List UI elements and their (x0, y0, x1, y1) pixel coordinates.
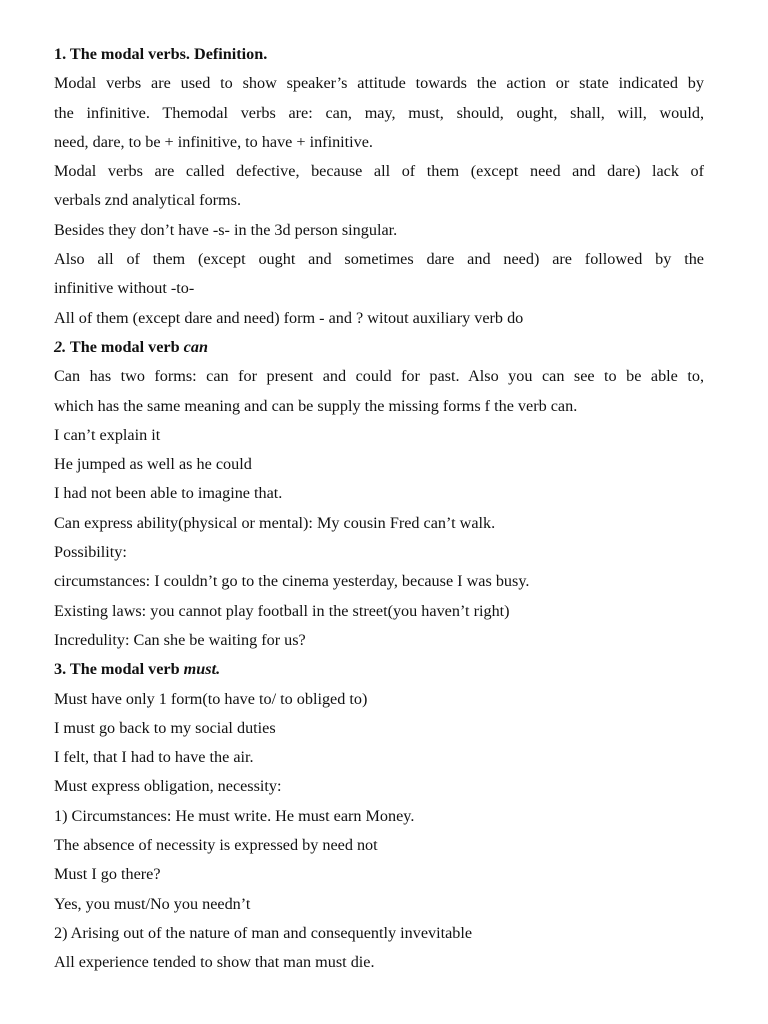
paragraph-line: Also all of them (except ought and sometimes dare and need) are followed by the (54, 250, 704, 269)
example-line: I must go back to my social duties (54, 718, 276, 737)
paragraph-line: Can has two forms: can for present and could for past. Also you can see to be able to, (54, 367, 704, 386)
paragraph-line: Must express obligation, necessity: (54, 777, 282, 796)
paragraph-line: 1) Circumstances: He must write. He must earn Money. (54, 806, 415, 825)
paragraph-line: Possibility: (54, 543, 127, 562)
paragraph-line: Existing laws: you cannot play football in the street(you haven’t right) (54, 601, 510, 620)
paragraph-line: need, dare, to be + infinitive, to have + infinitive. (54, 132, 373, 151)
paragraph-line: infinitive without -to- (54, 279, 195, 298)
section-2-heading (54, 333, 704, 362)
paragraph-line: Modal verbs are called defective, because all of them (except need and dare) lack of (54, 162, 704, 181)
example-line: All experience tended to show that man must die. (54, 953, 375, 972)
paragraph-line: verbals znd analytical forms. (54, 191, 241, 210)
section-3-heading (54, 655, 704, 684)
paragraph-line: Modal verbs are used to show speaker’s attitude towards the action or state indicated by (54, 74, 704, 93)
example-line: Yes, you must/No you needn’t (54, 894, 251, 913)
section-1-heading: 1. The modal verbs. Definition. (54, 45, 268, 63)
paragraph-line: circumstances: I couldn’t go to the cinema yesterday, because I was busy. (54, 572, 530, 591)
section-2-keyword: can (183, 337, 208, 356)
paragraph-line: which has the same meaning and can be supply the missing forms f the verb can. (54, 396, 578, 415)
paragraph-line: the infinitive. Themodal verbs are: can, may, must, should, ought, shall, will, would, (54, 103, 704, 122)
example-line: I can’t explain it (54, 425, 161, 444)
section-2-title: The modal verb (66, 337, 184, 356)
paragraph-line: All of them (except dare and need) form - and ? witout auxiliary verb do (54, 308, 524, 327)
example-line: He jumped as well as he could (54, 455, 252, 474)
section-3-title: 3. The modal verb (54, 660, 184, 679)
example-line: Must I go there? (54, 865, 161, 884)
section-2-number: 2. (54, 337, 67, 356)
paragraph-line: The absence of necessity is expressed by need not (54, 836, 378, 855)
example-line: I felt, that I had to have the air. (54, 748, 254, 767)
paragraph-line: Besides they don’t have -s- in the 3d person singular. (54, 220, 398, 239)
paragraph-line: Must have only 1 form(to have to/ to obliged to) (54, 689, 368, 708)
section-3-keyword: must. (183, 660, 221, 679)
document-page (54, 40, 704, 978)
example-line: I had not been able to imagine that. (54, 484, 283, 503)
paragraph-line: Can express ability(physical or mental): My cousin Fred can’t walk. (54, 513, 496, 532)
paragraph-line: Incredulity: Can she be waiting for us? (54, 630, 306, 649)
paragraph-line: 2) Arising out of the nature of man and consequently invevitable (54, 923, 473, 942)
